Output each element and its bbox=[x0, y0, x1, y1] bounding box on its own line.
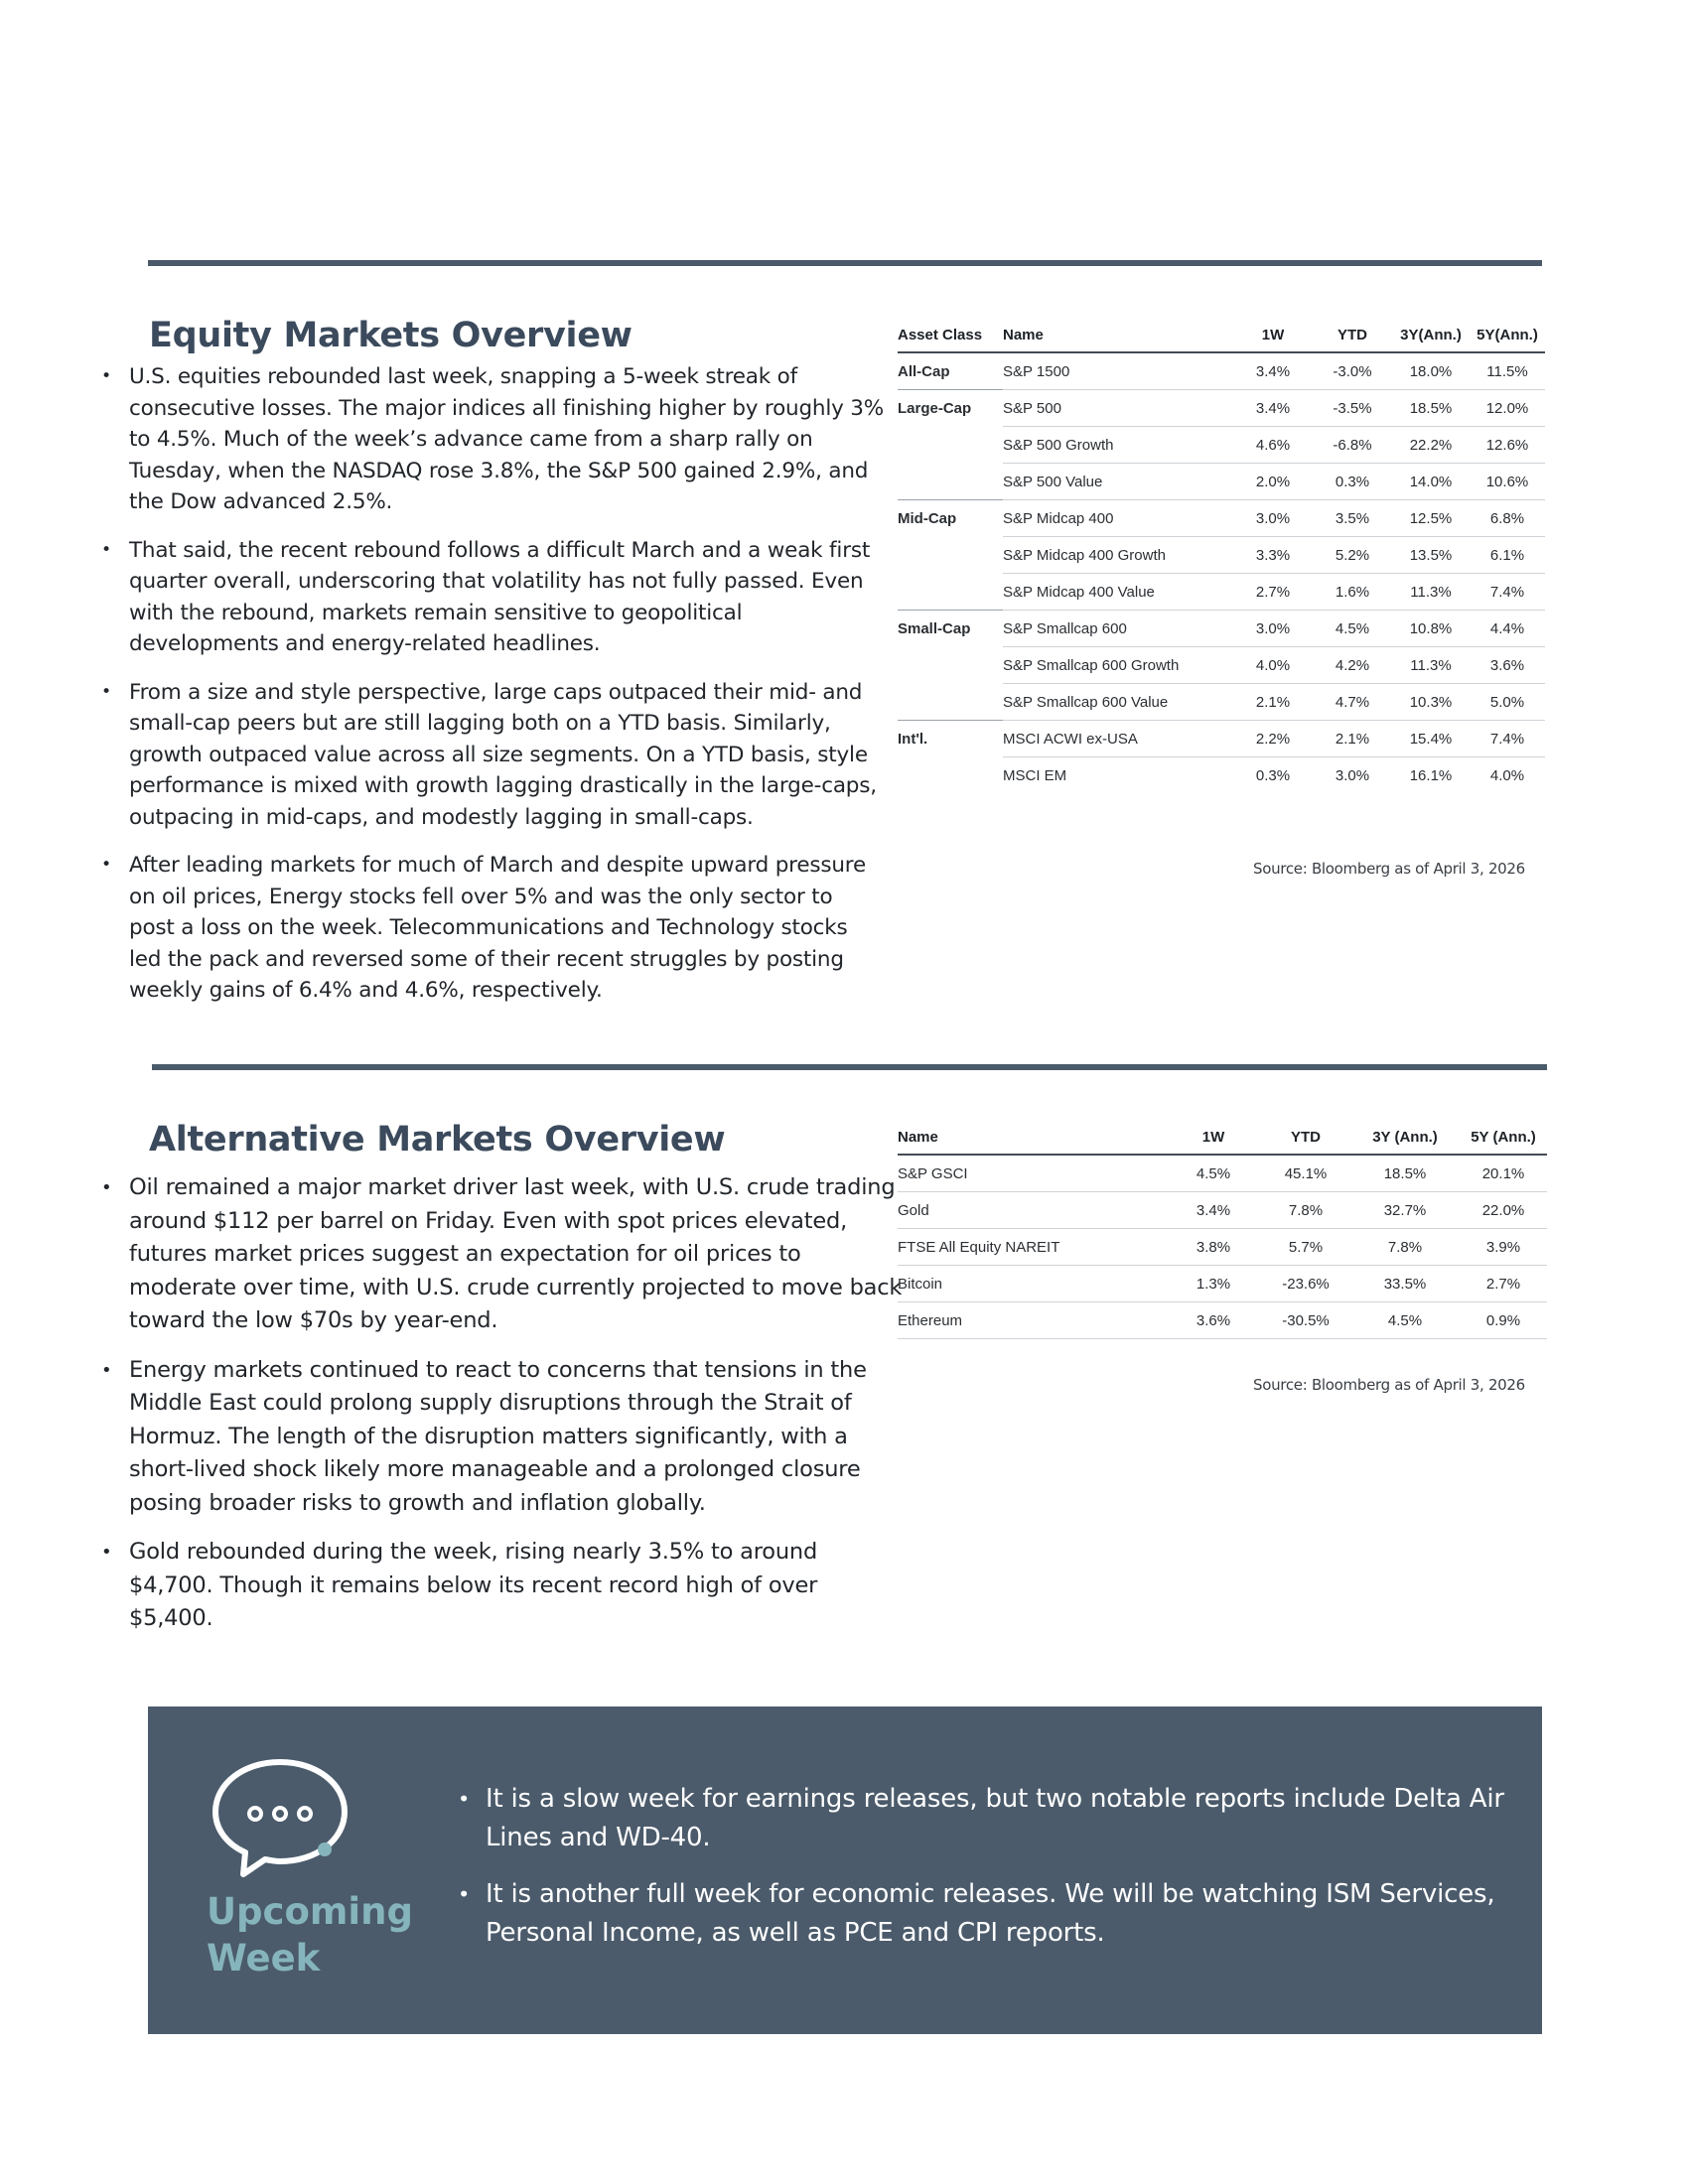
table-header-row bbox=[898, 320, 1545, 352]
return-cell: 18.5% bbox=[1350, 1155, 1460, 1192]
return-cell: 3.0% bbox=[1233, 500, 1313, 537]
table-row bbox=[898, 500, 1545, 537]
return-cell: 0.3% bbox=[1255, 766, 1291, 784]
return-cell: 4.7% bbox=[1313, 684, 1392, 721]
column-header: YTD bbox=[1313, 320, 1392, 352]
return-cell: 3.6% bbox=[1470, 647, 1545, 684]
return-cell: -3.5% bbox=[1313, 390, 1392, 427]
return-cell: 13.5% bbox=[1392, 537, 1470, 574]
upcoming-title-line: Upcoming bbox=[207, 1890, 413, 1933]
column-header: YTD bbox=[1261, 1122, 1350, 1155]
return-cell: 3.6% bbox=[1166, 1302, 1261, 1339]
return-cell: 20.1% bbox=[1460, 1155, 1547, 1192]
return-cell: 2.7% bbox=[1233, 574, 1313, 611]
return-cell: 12.5% bbox=[1392, 500, 1470, 537]
index-name-cell: S&P Smallcap 600 bbox=[1003, 611, 1233, 647]
return-cell: 4.5% bbox=[1313, 611, 1392, 647]
asset-name-cell: Gold bbox=[898, 1192, 1166, 1229]
asset-name-cell: FTSE All Equity NAREIT bbox=[898, 1229, 1166, 1266]
return-cell: 2.2% bbox=[1233, 721, 1313, 757]
table-row bbox=[898, 721, 1545, 757]
asset-class-cell: Large-Cap bbox=[898, 390, 1003, 427]
return-cell: 18.0% bbox=[1392, 352, 1470, 390]
return-cell: 3.3% bbox=[1233, 537, 1313, 574]
alternative-source-note: Source: Bloomberg as of April 3, 2026 bbox=[1253, 1376, 1525, 1394]
return-cell: 33.5% bbox=[1350, 1266, 1460, 1302]
alternative-bullets bbox=[101, 1171, 904, 1652]
table-row bbox=[898, 574, 1545, 611]
asset-class-cell bbox=[898, 427, 1003, 464]
equity-returns-table bbox=[898, 320, 1545, 793]
equity-bullets bbox=[101, 361, 884, 1024]
asset-name-cell: Ethereum bbox=[898, 1302, 1166, 1339]
return-cell: 4.0% bbox=[1233, 647, 1313, 684]
index-name-cell: S&P Smallcap 600 Value bbox=[1003, 684, 1233, 721]
return-cell: 3.4% bbox=[1233, 352, 1313, 390]
speech-bubble-icon bbox=[206, 1756, 354, 1885]
table-row bbox=[898, 352, 1545, 390]
upcoming-title-line: Week bbox=[207, 1937, 321, 1979]
index-name-cell: S&P Midcap 400 Growth bbox=[1003, 537, 1233, 574]
asset-class-cell bbox=[898, 647, 1003, 684]
return-cell: 11.3% bbox=[1392, 647, 1470, 684]
return-cell: 4.4% bbox=[1470, 611, 1545, 647]
return-cell: 7.8% bbox=[1350, 1229, 1460, 1266]
upcoming-week-title bbox=[207, 1888, 413, 1981]
return-cell: 4.0% bbox=[1489, 766, 1525, 784]
return-cell: 3.0% bbox=[1335, 766, 1370, 784]
table-row bbox=[898, 390, 1545, 427]
asset-class-cell bbox=[898, 537, 1003, 574]
middle-divider bbox=[152, 1064, 1547, 1070]
equity-bullet: • That said, the recent rebound follows a difficult March and a weak first quarter overall, underscoring that volatility has not fully passed. Even with the rebound, markets remain sensitive to geopolitical developments and energy-related headlines. bbox=[129, 535, 884, 660]
return-cell: 3.5% bbox=[1313, 500, 1392, 537]
table-row bbox=[898, 537, 1545, 574]
return-cell: 12.0% bbox=[1470, 390, 1545, 427]
return-cell: 0.3% bbox=[1313, 464, 1392, 500]
return-cell: 3.4% bbox=[1233, 390, 1313, 427]
table-row bbox=[898, 757, 1545, 794]
upcoming-bullet: • It is another full week for economic releases. We will be watching ISM Services, Personal Income, as well as PCE and CPI reports. bbox=[486, 1875, 1538, 1953]
return-cell: 3.4% bbox=[1166, 1192, 1261, 1229]
equity-bullet: • From a size and style perspective, large caps outpaced their mid- and small-cap peers but are still lagging both on a YTD basis. Similarly, growth outpaced value across all size segments. On a YTD basis, style performance is mixed with growth lagging drastically in the large-caps, outpacing in mid-caps, and modestly lagging in small-caps. bbox=[129, 677, 884, 834]
return-cell: -3.0% bbox=[1313, 352, 1392, 390]
upcoming-week-panel bbox=[148, 1706, 1542, 2034]
return-cell: 7.4% bbox=[1470, 721, 1545, 757]
return-cell: -6.8% bbox=[1313, 427, 1392, 464]
table-header-row bbox=[898, 1122, 1547, 1155]
return-cell: 11.5% bbox=[1470, 352, 1545, 390]
return-cell: 11.3% bbox=[1392, 574, 1470, 611]
index-name-cell: S&P 1500 bbox=[1003, 352, 1233, 390]
asset-class-cell bbox=[898, 757, 1003, 794]
return-cell: 10.6% bbox=[1470, 464, 1545, 500]
return-cell: -23.6% bbox=[1261, 1266, 1350, 1302]
return-cell: 2.1% bbox=[1313, 721, 1392, 757]
return-cell: 4.2% bbox=[1313, 647, 1392, 684]
index-name-cell: S&P 500 Growth bbox=[1003, 427, 1233, 464]
return-cell: -30.5% bbox=[1261, 1302, 1350, 1339]
return-cell: 4.5% bbox=[1350, 1302, 1460, 1339]
table-row bbox=[898, 1155, 1547, 1192]
return-cell: 2.1% bbox=[1233, 684, 1313, 721]
return-cell: 6.8% bbox=[1470, 500, 1545, 537]
table-row bbox=[898, 647, 1545, 684]
return-cell: 3.9% bbox=[1460, 1229, 1547, 1266]
table-row bbox=[898, 1192, 1547, 1229]
equity-bullet: • After leading markets for much of March and despite upward pressure on oil prices, Energy stocks fell over 5% and was the only sector to post a loss on the week. Telecommunications and Technology stocks led the pack and reversed some of their recent struggles by posting weekly gains of 6.4% and 4.6%, respectively. bbox=[129, 850, 884, 1007]
asset-class-cell: Mid-Cap bbox=[898, 500, 1003, 537]
index-name-cell: MSCI ACWI ex-USA bbox=[1003, 721, 1233, 757]
asset-class-cell: Small-Cap bbox=[898, 611, 1003, 647]
asset-class-cell: Int'l. bbox=[898, 721, 1003, 757]
return-cell: 3.8% bbox=[1166, 1229, 1261, 1266]
return-cell: 14.0% bbox=[1392, 464, 1470, 500]
return-cell: 10.3% bbox=[1392, 684, 1470, 721]
return-cell: 7.8% bbox=[1261, 1192, 1350, 1229]
return-cell: 4.6% bbox=[1233, 427, 1313, 464]
alternative-section-title: Alternative Markets Overview bbox=[149, 1120, 726, 1160]
column-header: 1W bbox=[1166, 1122, 1261, 1155]
column-header: 3Y (Ann.) bbox=[1350, 1122, 1460, 1155]
return-cell: 6.1% bbox=[1470, 537, 1545, 574]
asset-name-cell: Bitcoin bbox=[898, 1266, 1166, 1302]
return-cell: 5.0% bbox=[1470, 684, 1545, 721]
column-header: 5Y (Ann.) bbox=[1460, 1122, 1547, 1155]
column-header: 5Y(Ann.) bbox=[1470, 320, 1545, 352]
return-cell: 3.0% bbox=[1233, 611, 1313, 647]
column-header: Asset Class bbox=[898, 320, 1003, 352]
alternative-bullet: • Energy markets continued to react to concerns that tensions in the Middle East could prolong supply disruptions through the Strait of Hormuz. The length of the disruption matters significantly, with a short-lived shock likely more manageable and a prolonged closure posing broader risks to growth and inflation globally. bbox=[129, 1354, 904, 1521]
asset-class-cell: All-Cap bbox=[898, 362, 950, 380]
column-header: 1W bbox=[1233, 320, 1313, 352]
index-name-cell: S&P Midcap 400 Value bbox=[1003, 574, 1233, 611]
return-cell: 2.7% bbox=[1460, 1266, 1547, 1302]
column-header: Name bbox=[898, 1122, 1166, 1155]
alternative-bullet: • Oil remained a major market driver last week, with U.S. crude trading around $112 per barrel on Friday. Even with spot prices elevated, futures market prices suggest an expectation for oil prices to moderate over time, with U.S. crude currently projected to move back toward the low $70s by year-end. bbox=[129, 1171, 904, 1338]
equity-source-note: Source: Bloomberg as of April 3, 2026 bbox=[1253, 860, 1525, 878]
index-name-cell: S&P Smallcap 600 Growth bbox=[1003, 647, 1233, 684]
table-row bbox=[898, 464, 1545, 500]
asset-class-cell bbox=[898, 464, 1003, 500]
asset-name-cell: S&P GSCI bbox=[898, 1155, 1166, 1192]
return-cell: 12.6% bbox=[1470, 427, 1545, 464]
return-cell: 22.2% bbox=[1392, 427, 1470, 464]
return-cell: 45.1% bbox=[1261, 1155, 1350, 1192]
equity-section-title: Equity Markets Overview bbox=[149, 316, 633, 355]
alternative-returns-table bbox=[898, 1122, 1547, 1339]
return-cell: 5.2% bbox=[1313, 537, 1392, 574]
alternative-bullet: • Gold rebounded during the week, rising nearly 3.5% to around $4,700. Though it remains below its recent record high of over $5,400. bbox=[129, 1536, 904, 1636]
column-header: Name bbox=[1003, 320, 1233, 352]
top-divider bbox=[148, 260, 1542, 266]
return-cell: 18.5% bbox=[1392, 390, 1470, 427]
return-cell: 0.9% bbox=[1460, 1302, 1547, 1339]
return-cell: 5.7% bbox=[1261, 1229, 1350, 1266]
asset-class-cell bbox=[898, 684, 1003, 721]
index-name-cell: S&P 500 bbox=[1003, 390, 1233, 427]
column-header: 3Y(Ann.) bbox=[1392, 320, 1470, 352]
return-cell: 1.6% bbox=[1313, 574, 1392, 611]
return-cell: 16.1% bbox=[1409, 766, 1453, 784]
return-cell: 1.3% bbox=[1166, 1266, 1261, 1302]
index-name-cell: S&P 500 Value bbox=[1003, 464, 1233, 500]
upcoming-bullets bbox=[458, 1780, 1538, 1971]
return-cell: 22.0% bbox=[1460, 1192, 1547, 1229]
upcoming-bullet: • It is a slow week for earnings releases, but two notable reports include Delta Air Lines and WD-40. bbox=[486, 1780, 1538, 1857]
table-row bbox=[898, 1266, 1547, 1302]
table-row bbox=[898, 1229, 1547, 1266]
return-cell: 2.0% bbox=[1233, 464, 1313, 500]
table-row bbox=[898, 427, 1545, 464]
index-name-cell: S&P Midcap 400 bbox=[1003, 500, 1233, 537]
table-row bbox=[898, 684, 1545, 721]
return-cell: 15.4% bbox=[1392, 721, 1470, 757]
table-row bbox=[898, 1302, 1547, 1339]
table-row bbox=[898, 611, 1545, 647]
return-cell: 32.7% bbox=[1350, 1192, 1460, 1229]
return-cell: 10.8% bbox=[1392, 611, 1470, 647]
return-cell: 7.4% bbox=[1470, 574, 1545, 611]
index-name-cell: MSCI EM bbox=[1003, 766, 1067, 784]
equity-bullet: • U.S. equities rebounded last week, snapping a 5-week streak of consecutive losses. The major indices all finishing higher by roughly 3% to 4.5%. Much of the week’s advance came from a sharp rally on Tuesday, when the NASDAQ rose 3.8%, the S&P 500 gained 2.9%, and the Dow advanced 2.5%. bbox=[129, 361, 884, 518]
asset-class-cell bbox=[898, 574, 1003, 611]
return-cell: 4.5% bbox=[1166, 1155, 1261, 1192]
